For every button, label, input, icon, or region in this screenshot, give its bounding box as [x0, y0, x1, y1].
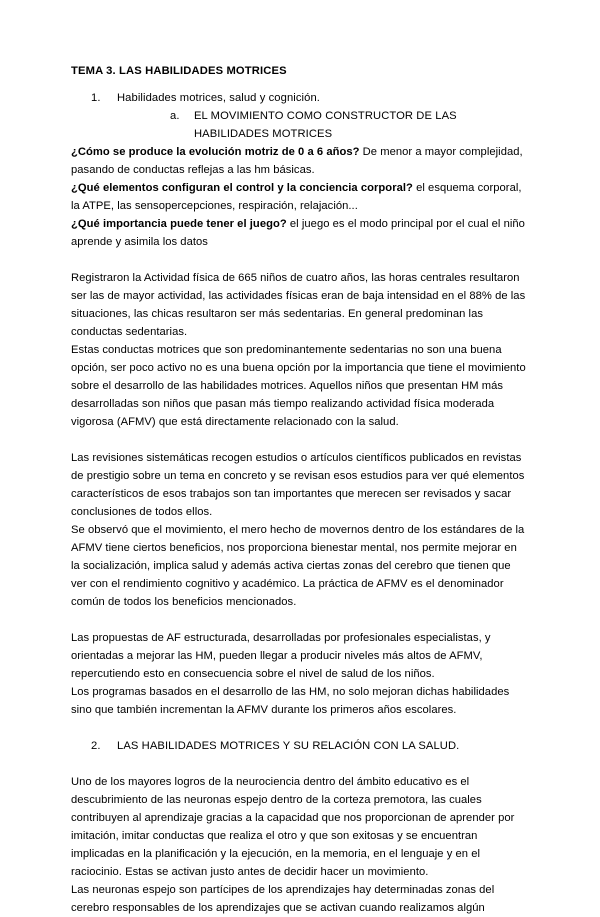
section-heading-2 [71, 737, 526, 755]
outline-text-1: Habilidades motrices, salud y cognición. [117, 92, 320, 104]
section-title-2: LAS HABILIDADES MOTRICES Y SU RELACIÓN CON LA SALUD. [117, 740, 460, 752]
paragraph: Las revisiones sistemáticas recogen estudios o artículos científicos publicados en revistas de prestigio sobre un tema en concreto y se revisan esos estudios para ver qué elementos característicos de esos trabajos son tan importantes que merecen ser revisados y sacar conclusiones de todos ellos. [71, 452, 525, 518]
paragraph: Estas conductas motrices que son predominantemente sedentarias no son una buena opción, ser poco activo no es una buena opción por la importancia que tiene el movimiento sobre el desarrollo de las habilidades motrices. Aquellos niños que presentan HM más desarrolladas son niños que pasan más tiempo realizando actividad física moderada vigorosa (AFMV) que está directamente relacionado con la salud. [71, 344, 526, 428]
qa-answer-3: el juego es el modo principal por el cual el niño aprende y asimila los datos [71, 218, 525, 248]
outline-item-1 [71, 89, 526, 143]
page-title: TEMA 3. LAS HABILIDADES MOTRICES [71, 65, 287, 77]
outline-list-level-1 [71, 89, 526, 143]
qa-answer-2: el esquema corporal, la ATPE, las sensopercepciones, respiración, relajación... [71, 182, 522, 212]
outline-item-1a [117, 107, 526, 143]
paragraph-group-4 [71, 773, 526, 917]
qa-item-2 [71, 179, 526, 215]
paragraph: Las propuestas de AF estructurada, desarrolladas por profesionales especialistas, y orientadas a mejorar las HM, pueden llegar a producir niveles más altos de AFMV, repercutiendo esto en consecuencia sobre el nivel de salud de los niños. [71, 632, 491, 680]
qa-item-1 [71, 143, 526, 179]
qa-question-1: ¿Cómo se produce la evolución motriz de 0 a 6 años? [71, 146, 360, 158]
paragraph-group-2 [71, 449, 526, 611]
paragraph: Los programas basados en el desarrollo de las HM, no solo mejoran dichas habilidades sino que también incrementan la AFMV durante los primeros años escolares. [71, 686, 510, 716]
paragraph-group-3 [71, 629, 526, 719]
spacer [71, 431, 526, 449]
qa-question-3: ¿Qué importancia puede tener el juego? [71, 218, 287, 230]
paragraph: Las neuronas espejo son partícipes de los aprendizajes hay determinadas zonas del cerebro responsables de los aprendizajes que se activan cuando realizamos algún [71, 884, 495, 914]
spacer [71, 251, 526, 269]
paragraph-group-1 [71, 269, 526, 431]
spacer [71, 719, 526, 737]
spacer [71, 755, 526, 773]
qa-answer-1: De menor a mayor complejidad, pasando de conductas reflejas a las hm básicas. [71, 146, 523, 176]
section-marker-2: 2. [91, 740, 101, 752]
qa-item-3 [71, 215, 526, 251]
paragraph: Uno de los mayores logros de la neurociencia dentro del ámbito educativo es el descubrimiento de las neuronas espejo dentro de la corteza premotora, las cuales contribuyen al aprendizaje gracias a la capacidad que nos proporcionan de aprender por imitación, imitar conductas que realiza el otro y que son exitosas y se encuentran implicadas en la planificación y la ejecución, en la memoria, en el lenguaje y en el raciocinio. Estas se activan justo antes de decidir hacer un movimiento. [71, 776, 515, 878]
qa-question-2: ¿Qué elementos configuran el control y la conciencia corporal? [71, 182, 413, 194]
spacer [71, 611, 526, 629]
outline-marker-1a: a. [170, 110, 180, 122]
outline-marker-1: 1. [91, 92, 101, 104]
outline-text-1a: EL MOVIMIENTO COMO CONSTRUCTOR DE LAS HABILIDADES MOTRICES [194, 110, 457, 140]
outline-list-level-2 [117, 107, 526, 143]
paragraph: Registraron la Actividad física de 665 niños de cuatro años, las horas centrales resultaron ser las de mayor actividad, las actividades físicas eran de baja intensidad en el 88% de las situaciones, las chicas resultaron ser más sedentarias. En general predominan las conductas sedentarias. [71, 272, 526, 338]
questions-block [71, 143, 526, 251]
paragraph: Se observó que el movimiento, el mero hecho de movernos dentro de los estándares de la AFMV tiene ciertos beneficios, nos proporciona bienestar mental, nos permite mejorar en la socialización, implica salud y además activa ciertas zonas del cerebro que tienen que ver con el rendimiento cognitivo y académico. La práctica de AFMV es el denominador común de todos los beneficios mencionados. [71, 524, 525, 608]
